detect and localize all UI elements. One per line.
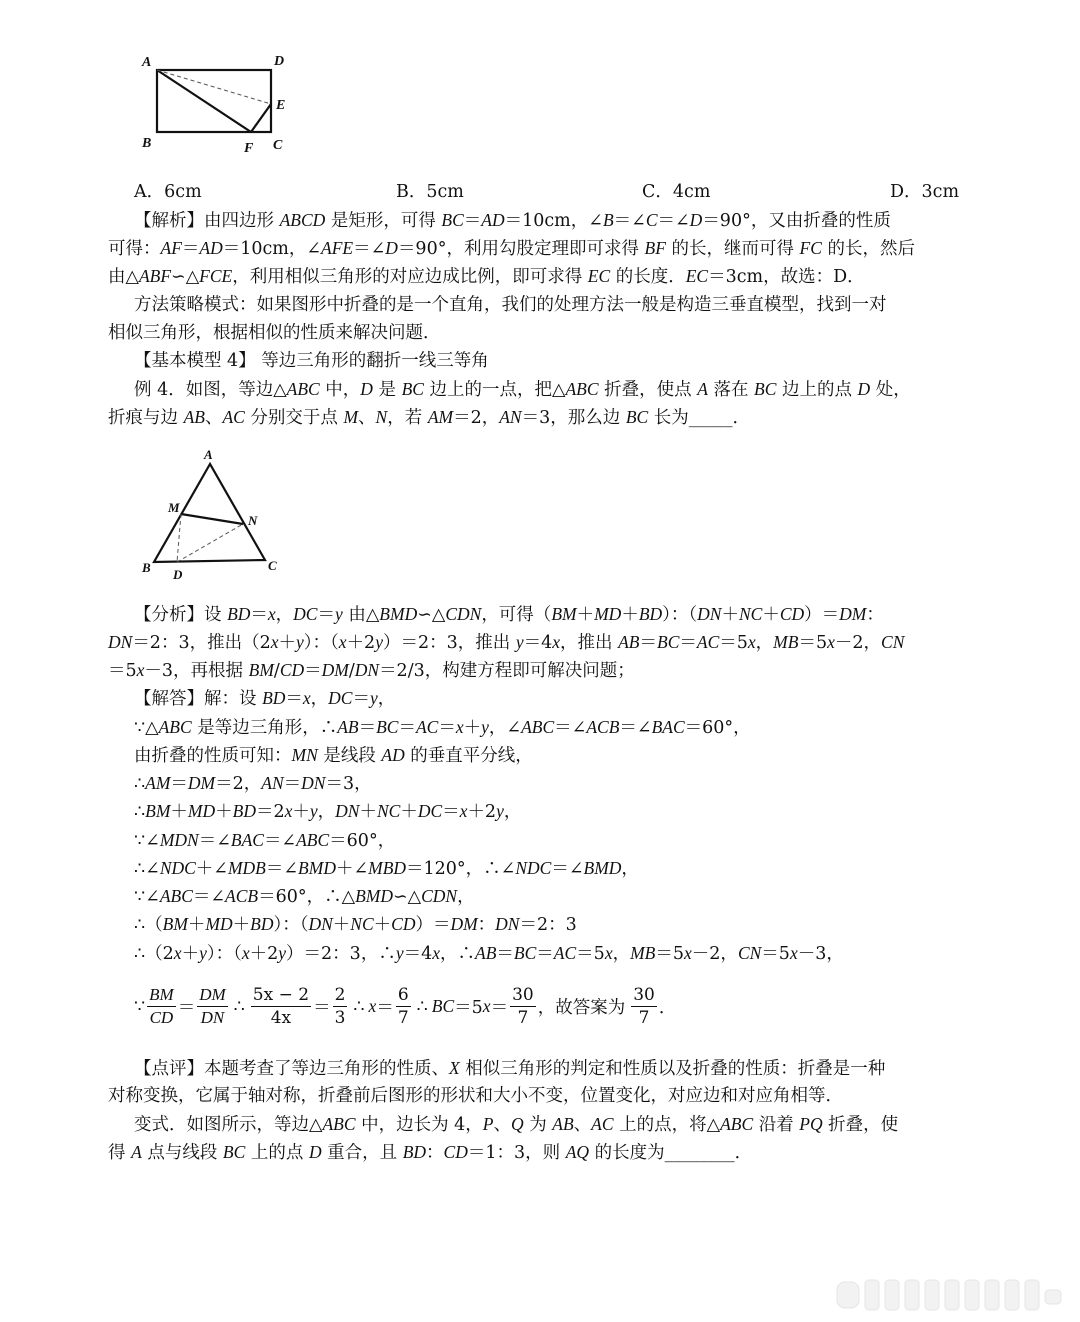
analysis1-line1: 【解析】由四边形 ABCD 是矩形，可得 BC＝AD＝10cm，∠B＝∠C＝∠D＝90°，又由折叠的性质: [134, 210, 891, 231]
review-line2: 对称变换，它属于轴对称，折叠前后图形的形状和大小不变，位置变化，对应边和对应角相等．: [108, 1086, 843, 1106]
solution-line2: 由折叠的性质可知：MN 是线段 AD 的垂直平分线，: [134, 745, 533, 766]
analysis2-line1: 【分析】设 BD＝x，DC＝y 由△BMD∽△CDN，可得（BM＋MD＋BD）：（DN＋NC＋CD）＝DM：: [134, 604, 884, 625]
solution-line5: ∵∠MDN＝∠BAC＝∠ABC＝60°，: [134, 830, 396, 851]
label-b: B: [142, 136, 152, 151]
label-e: E: [276, 98, 286, 113]
solution-line6: ∴∠NDC＋∠MDB＝∠BMD＋∠MBD＝120°，∴∠NDC＝∠BMD，: [134, 858, 639, 879]
solution-line4: ∴BM＋MD＋BD＝2x＋y，DN＋NC＋DC＝x＋2y，: [134, 801, 522, 822]
triangle-figure: [130, 442, 290, 587]
label-b: B: [142, 560, 151, 575]
label-f: F: [244, 141, 254, 156]
label-d: D: [274, 54, 285, 69]
option-c: C．4cm: [642, 182, 711, 202]
solution-line1: ∵△ABC 是等边三角形，∴AB＝BC＝AC＝x＋y，∠ABC＝∠ACB＝∠BAC＝60°，: [134, 717, 751, 738]
model4-title: 【基本模型 4】 等边三角形的翻折一线三等角: [134, 351, 489, 371]
option-b: B．5cm: [396, 182, 464, 202]
label-c: C: [273, 138, 283, 153]
strategy-line1: 方法策略模式：如果图形中折叠的是一个直角，我们的处理方法一般是构造三垂直模型，找到一对: [134, 295, 887, 315]
solution-line8: ∴（BM＋MD＋BD）：（DN＋NC＋CD）＝DM：DN＝2：3: [134, 914, 577, 935]
example4-line2: 折痕与边 AB、AC 分别交于点 M、N，若 AM＝2，AN＝3，那么边 BC 长为_____．: [108, 407, 751, 428]
variant-line2: 得 A 点与线段 BC 上的点 D 重合，且 BD：CD＝1：3，则 AQ 的长度为________．: [108, 1142, 753, 1163]
watermark-logo: [835, 1278, 1065, 1312]
example4-line1: 例 4．如图，等边△ABC 中，D 是 BC 边上的一点，把△ABC 折叠，使点 A 落在 BC 边上的点 D 处，: [134, 379, 911, 400]
solution-line0: 【解答】解：设 BD＝x，DC＝y，: [134, 688, 396, 709]
review-line1: 【点评】本题考查了等边三角形的性质、X 相似三角形的判定和性质以及折叠的性质：折叠是一种: [134, 1058, 886, 1079]
fraction-equation: ∵ $\frac{BM}{CD}$ ＝ $\frac{DM}{DN}$ ∴ $\frac{5x - 2}{4x}$ ＝ $\frac{2}{3}$ ∴ x ＝ $\frac{6}{7}$ ∴ BC ＝5 x ＝ $\frac{30}{7}$ ，故答案为 $\frac{30}{7}$ ．: [134, 985, 677, 1028]
analysis2-line3: ＝5x－3，再根据 BM/CD＝DM/DN＝2/3，构建方程即可解决问题；: [108, 660, 635, 681]
solution-line7: ∵∠ABC＝∠ACB＝60°，∴△BMD∽△CDN，: [134, 886, 475, 907]
rectangle-figure: [130, 48, 300, 158]
analysis1-line3: 由△ABF∽△FCE，利用相似三角形的对应边成比例，即可求得 EC 的长度．EC＝3cm，故选：D．: [108, 266, 865, 287]
label-a: A: [142, 55, 152, 70]
option-a: A．6cm: [134, 182, 202, 202]
label-c: C: [268, 558, 277, 573]
solution-line9: ∴（2x＋y）：（x＋2y）＝2：3，∴y＝4x，∴AB＝BC＝AC＝5x，MB＝5x－2，CN＝5x－3，: [134, 943, 844, 964]
solution-line3: ∴AM＝DM＝2，AN＝DN＝3，: [134, 773, 372, 794]
label-a: A: [204, 447, 213, 462]
label-m: M: [168, 500, 180, 515]
analysis1-line2: 可得：AF＝AD＝10cm，∠AFE＝∠D＝90°，利用勾股定理即可求得 BF 的长，继而可得 FC 的长，然后: [108, 238, 915, 259]
label-n: N: [248, 513, 258, 528]
option-d: D．3cm: [890, 182, 960, 202]
strategy-line2: 相似三角形，根据相似的性质来解决问题．: [108, 323, 441, 343]
variant-line1: 变式．如图所示，等边△ABC 中，边长为 4，P、Q 为 AB、AC 上的点，将△ABC 沿着 PQ 折叠，使: [134, 1114, 899, 1135]
label-d: D: [173, 567, 183, 582]
analysis2-line2: DN＝2：3，推出（2x＋y）：（x＋2y）＝2：3，推出 y＝4x，推出 AB＝BC＝AC＝5x，MB＝5x－2，CN: [108, 632, 905, 653]
